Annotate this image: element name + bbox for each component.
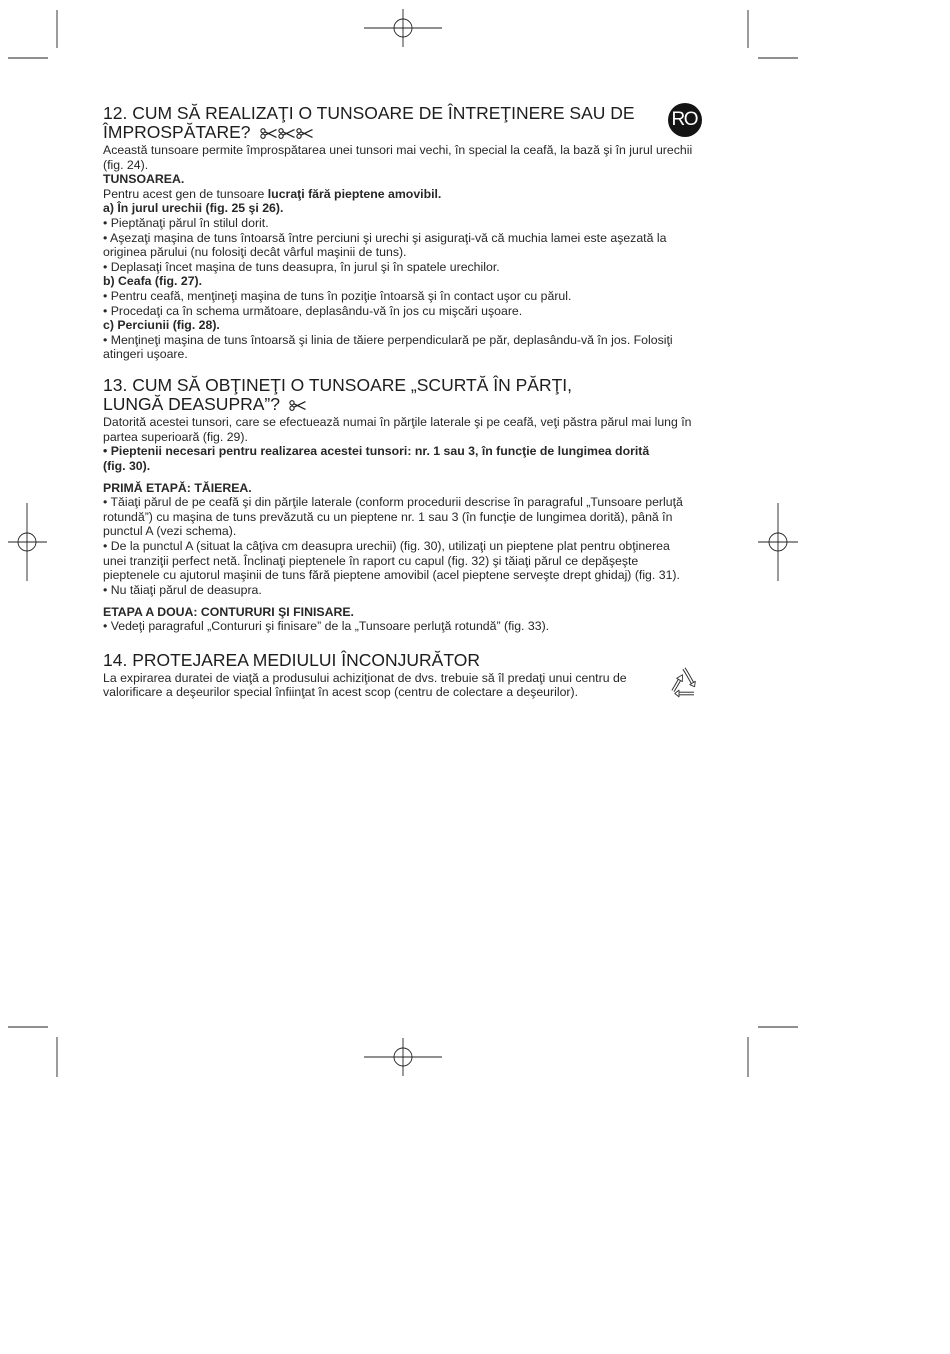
section-13	[103, 376, 703, 634]
intro-line: Această tunsoare permite împrospătarea unei tunsori mai vechi, în special la ceafă, la bază şi în jurul urechii	[103, 143, 693, 157]
subheading: TUNSOAREA.	[103, 172, 185, 187]
registration-mark-left	[8, 503, 47, 581]
section-12-title-line-2	[103, 123, 703, 142]
crop-mark-bottom-right	[748, 1027, 798, 1077]
step-1-title: PRIMĂ ETAPĂ: TĂIEREA.	[103, 480, 252, 495]
step-a-line: • Pieptănaţi părul în stilul dorit.	[103, 215, 269, 230]
crop-mark-top-left	[8, 10, 57, 58]
intro-line: Datorită acestei tunsori, care se efectuează numai în părţile laterale şi pe ceafă, veţi păstra părul mai lung în	[103, 414, 692, 429]
intro-line: partea superioară (fig. 29).	[103, 429, 248, 444]
step-2-title: ETAPA A DOUA: CONTURURI ŞI FINISARE.	[103, 604, 354, 619]
scissors-icon	[278, 128, 295, 139]
step-b-line: • Pentru ceafă, menţineţi maşina de tuns în poziţie întoarsă şi în contact uşor cu părul.	[103, 288, 572, 303]
step-b-line: • Procedaţi ca în schema următoare, deplasându-vă în jos cu mişcări uşoare.	[103, 303, 523, 318]
step-a-title: a) În jurul urechii (fig. 25 şi 26).	[103, 201, 284, 216]
scissors-icon	[260, 128, 277, 139]
step-1-line: • Tăiaţi părul de pe ceafă şi din părţile laterale (conform procedurii descrise în paragraful „Tunsoare perluţă	[103, 495, 683, 510]
step-b-title: b) Ceafa (fig. 27).	[103, 274, 203, 289]
section-12	[103, 104, 703, 362]
section-13-body	[103, 415, 703, 634]
step-2-line: • Vedeţi paragraful „Contururi şi finisare” de la „Tunsoare perluţă rotundă” (fig. 33).	[103, 619, 550, 634]
instruction-line	[103, 187, 703, 202]
registration-mark-bottom	[364, 1038, 442, 1076]
environment-line: valorificare a deşeurilor special înfiinţat în acest scop (centru de colectare a deşeurilor).	[103, 685, 579, 700]
page-content	[103, 104, 703, 700]
step-a-line: • Deplasaţi încet maşina de tuns deasupra, în jurul şi în spatele urechilor.	[103, 259, 500, 274]
environment-line: La expirarea duratei de viaţă a produsului achiziţionat de dvs. trebuie să îl predaţi unui centru de	[103, 670, 627, 685]
crop-mark-bottom-left	[8, 1027, 57, 1077]
crop-mark-top-right	[748, 10, 798, 58]
language-badge-label: RO	[671, 109, 697, 130]
step-1-line: unei tranziţii perfect netă. Înclinaţi pieptenele în raport cu capul (fig. 32) şi tăiaţi părul ce depăşeşte	[103, 553, 639, 568]
instruction-emphasis: lucraţi fără pieptene amovibil.	[267, 186, 442, 201]
step-1-line: • Nu tăiaţi părul de deasupra.	[103, 582, 262, 597]
step-c-title: c) Perciunii (fig. 28).	[103, 318, 220, 333]
combs-note-line: • Pieptenii necesari pentru realizarea acestei tunsori: nr. 1 sau 3, în funcţie de lungimea dorită	[103, 444, 650, 459]
step-1-line: punctul A (vezi schema).	[103, 524, 237, 539]
section-14-title: 14. PROTEJAREA MEDIULUI ÎNCONJURĂTOR	[103, 649, 480, 670]
intro-line: (fig. 24).	[103, 157, 149, 172]
registration-mark-right	[758, 503, 798, 581]
section-14	[103, 651, 703, 700]
section-12-title-text: ÎMPROSPĂTARE?	[103, 122, 251, 142]
step-c-line: • Menţineţi maşina de tuns întoarsă şi linia de tăiere perpendiculară pe păr, deplasându-vă în jos. Folosiţi	[103, 332, 673, 347]
instruction-text: Pentru acest gen de tunsoare	[103, 186, 265, 201]
step-1-line: • De la punctul A (situat la câţiva cm deasupra urechii) (fig. 30), utilizaţi un pieptene plat pentru obţinerea	[103, 539, 670, 554]
section-14-body	[103, 671, 703, 700]
section-12-body	[103, 143, 703, 362]
section-13-title-line-1: 13. CUM SĂ OBŢINEŢI O TUNSOARE „SCURTĂ ÎN PĂRŢI,	[103, 374, 573, 395]
section-13-title-text: LUNGĂ DEASUPRA”?	[103, 393, 280, 414]
scissors-icon	[296, 128, 313, 139]
combs-note-line: (fig. 30).	[103, 458, 151, 473]
step-a-line: originea părului (nu folosiţi decât vârful maşinii de tuns).	[103, 245, 407, 260]
step-1-line: rotundă”) cu maşina de tuns prevăzută cu un pieptene nr. 1 sau 3 (în funcţie de lungimea dorită), până în	[103, 509, 673, 524]
step-c-line: atingeri uşoare.	[103, 347, 188, 362]
step-a-line: • Aşezaţi maşina de tuns întoarsă între perciuni şi urechi şi asiguraţi-vă că muchia lamei este aşezată la	[103, 230, 667, 245]
step-1	[103, 481, 703, 598]
section-12-title-line-1: 12. CUM SĂ REALIZAŢI O TUNSOARE DE ÎNTREŢINERE SAU DE	[103, 103, 635, 123]
step-1-line: pieptenele cu ajutorul maşinii de tuns fără pieptene amovibil (acel pieptene serveşte drept ghidaj) (fig. 31).	[103, 568, 680, 583]
scissors-icon	[289, 400, 306, 411]
section-13-title-line-2	[103, 395, 703, 414]
registration-mark-top	[364, 9, 442, 47]
step-2	[103, 605, 703, 634]
